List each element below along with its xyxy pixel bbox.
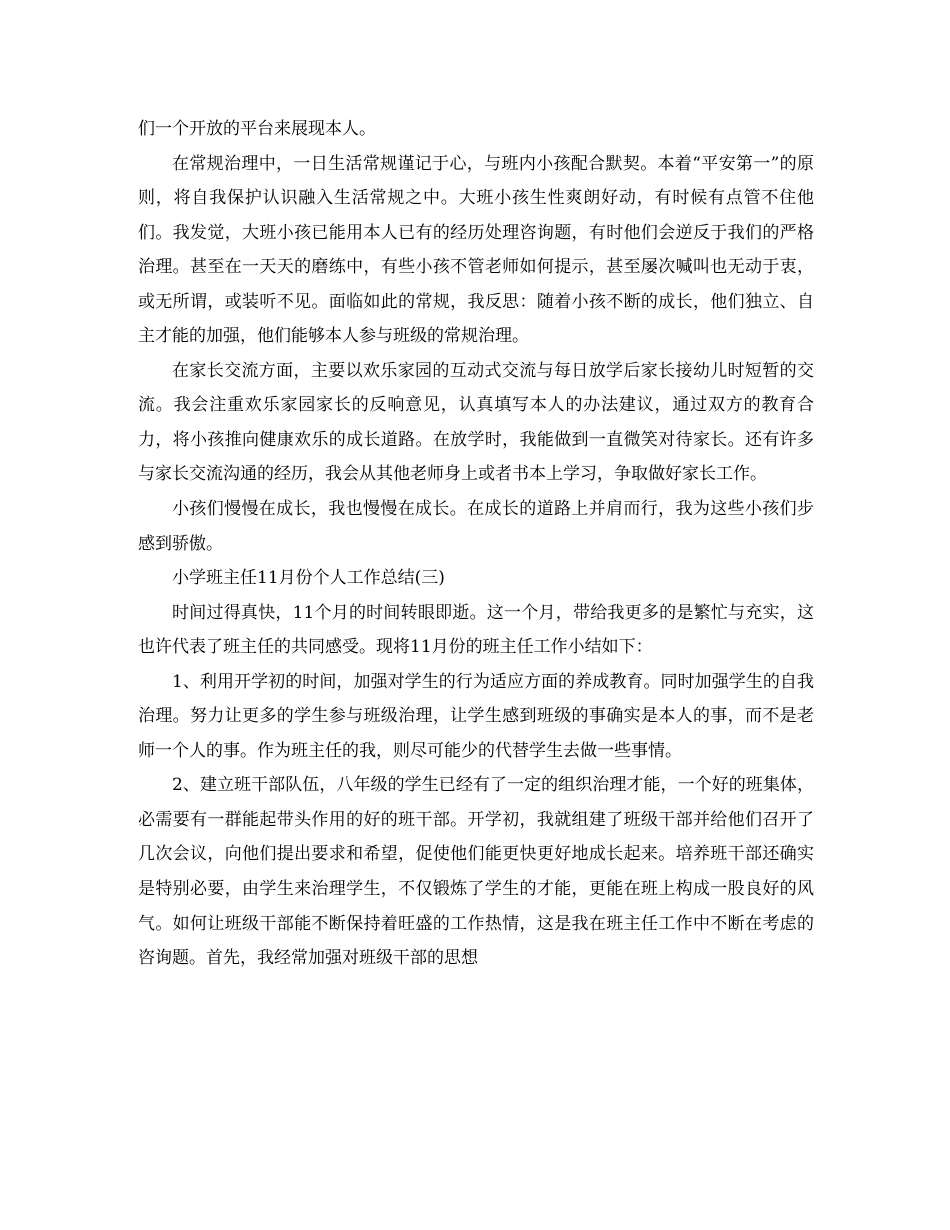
paragraph-item-1: 1、利用开学初的时间，加强对学生的行为适应方面的养成教育。同时加强学生的自我治理。努力让更多的学生参与班级治理，让学生感到班级的事确实是本人的事，而不是老师一个人的事。作为班主任的我，则尽可能少的代替学生去做一些事情。	[138, 671, 814, 761]
paragraph-item-2: 2、建立班干部队伍，八年级的学生已经有了一定的组织治理才能，一个好的班集体，必需要有一群能起带头作用的好的班干部。开学初，我就组建了班级干部并给他们召开了几次会议，向他们提出要求和希望，促使他们能更快更好地成长起来。培养班干部还确实是特别必要，由学生来治理学生，不仅锻炼了学生的才能，更能在班上构成一股良好的风气。如何让班级干部能不断保持着旺盛的工作热情，这是我在班主任工作中不断在考虑的咨询题。首先，我经常加强对班级干部的思想	[138, 775, 814, 969]
paragraph-continuation: 们一个开放的平台来展现本人。	[138, 119, 376, 139]
document-page	[138, 112, 814, 976]
section-heading: 小学班主任11月份个人工作总结(三)	[172, 568, 445, 589]
paragraph-routine-management: 在常规治理中，一日生活常规谨记于心，与班内小孩配合默契。本着“平安第一”的原则，将自我保护认识融入生活常规之中。大班小孩生性爽朗好动，有时候有点管不住他们。我发觉，大班小孩已能用本人已有的经历处理咨询题，有时他们会逆反于我们的严格治理。甚至在一天天的磨练中，有些小孩不管老师如何提示，甚至屡次喊叫也无动于衷，或无所谓，或装听不见。面临如此的常规，我反思：随着小孩不断的成长，他们独立、自主才能的加强，他们能够本人参与班级的常规治理。	[138, 153, 814, 347]
paragraph-growth: 小孩们慢慢在成长，我也慢慢在成长。在成长的道路上并肩而行，我为这些小孩们步感到骄傲。	[138, 499, 814, 554]
paragraph-intro: 时间过得真快，11个月的时间转眼即逝。这一个月，带给我更多的是繁忙与充实，这也许代表了班主任的共同感受。现将11月份的班主任工作小结如下：	[138, 602, 814, 658]
paragraph-parent-communication: 在家长交流方面，主要以欢乐家园的互动式交流与每日放学后家长接幼儿时短暂的交流。我会注重欢乐家园家长的反响意见，认真填写本人的办法建议，通过双方的教育合力，将小孩推向健康欢乐的成长道路。在放学时，我能做到一直微笑对待家长。还有许多与家长交流沟通的经历，我会从其他老师身上或者书本上学习，争取做好家长工作。	[138, 360, 814, 485]
